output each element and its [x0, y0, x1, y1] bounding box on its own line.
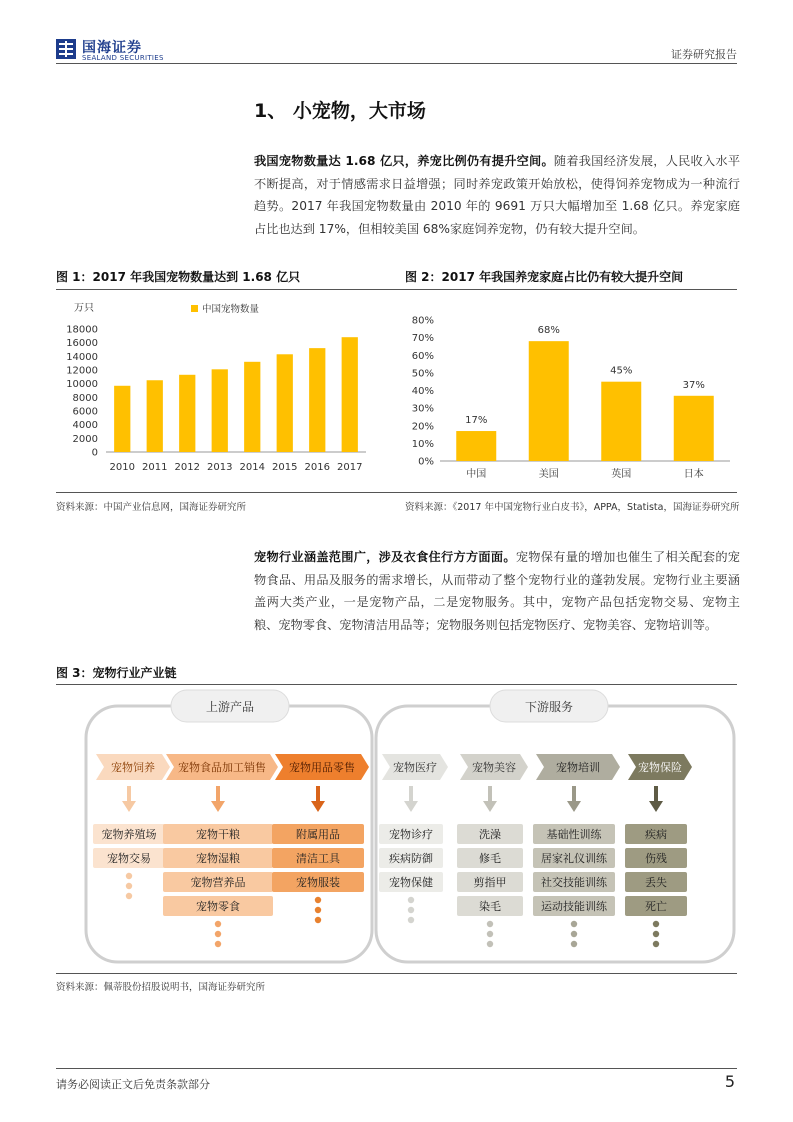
paragraph-2: [254, 546, 740, 636]
section-title: 1、 小宠物，大市场: [254, 100, 426, 122]
y-tick-label: 60%: [411, 350, 434, 362]
chain-item-label: 疾病: [645, 828, 667, 841]
y-tick-label: 18000: [66, 324, 98, 336]
x-tick-label: 美国: [538, 469, 559, 480]
bar-2014: [244, 362, 260, 452]
chain-item-label: 丢失: [645, 876, 667, 889]
chain-item-label: 宠物服装: [296, 876, 340, 889]
x-tick-label: 英国: [611, 469, 632, 480]
y-tick-label: 0%: [418, 456, 434, 468]
more-dot-icon: [571, 931, 577, 937]
chain-item-label: 宠物交易: [107, 852, 151, 865]
y-tick-label: 8000: [72, 392, 98, 404]
y-tick-label: 0: [91, 447, 98, 459]
bar-2010: [114, 386, 130, 452]
x-tick-label: 2013: [207, 462, 233, 473]
data-label: 45%: [610, 365, 633, 377]
bar-日本: [674, 396, 714, 461]
chain-arrow-shaft: [316, 786, 320, 803]
chain-arrow-shaft: [127, 786, 131, 803]
chain-item-label: 居家礼仪训练: [541, 852, 607, 865]
x-tick-label: 2011: [142, 462, 168, 473]
chain-item-label: 死亡: [645, 900, 667, 913]
logo-text-en: SEALAND SECURITIES: [82, 54, 164, 62]
y-tick-label: 20%: [411, 421, 434, 433]
x-tick-label: 2012: [174, 462, 200, 473]
more-dot-icon: [653, 921, 659, 927]
data-label: 17%: [465, 415, 488, 427]
chain-arrow-shaft: [572, 786, 576, 803]
bar-2012: [179, 375, 195, 452]
chain-header-label: 宠物美容: [472, 761, 516, 774]
y-tick-label: 12000: [66, 365, 98, 377]
legend-label: 中国宠物数量: [202, 304, 260, 315]
chart-pet-population: [56, 292, 376, 484]
y-tick-label: 6000: [72, 406, 98, 418]
paragraph-1: [254, 150, 740, 240]
header-divider: [56, 63, 737, 64]
x-tick-label: 2015: [272, 462, 298, 473]
figure-2-source: 资料来源：《2017 年中国宠物行业白皮书》，APPA，Statista，国海证券研究所: [405, 502, 740, 513]
x-tick-label: 2010: [109, 462, 135, 473]
figure-1-source: 资料来源：中国产业信息网，国海证券研究所: [56, 502, 247, 513]
more-dot-icon: [126, 893, 132, 899]
bar-2017: [342, 337, 358, 452]
industry-chain-diagram: [56, 688, 737, 968]
more-dot-icon: [487, 931, 493, 937]
chain-header-label: 宠物保险: [638, 761, 682, 774]
chain-header-label: 宠物培训: [556, 761, 600, 774]
paragraph-1-lead: 我国宠物数量达 1.68 亿只，养宠比例仍有提升空间。: [254, 154, 554, 168]
y-tick-label: 10%: [411, 438, 434, 450]
chain-item-label: 染毛: [479, 900, 501, 913]
y-tick-label: 4000: [72, 420, 98, 432]
chain-item-label: 疾病防御: [389, 852, 433, 865]
figure-3-source: 资料来源：佩蒂股份招股说明书，国海证券研究所: [56, 982, 266, 993]
data-label: 37%: [682, 379, 705, 391]
chain-arrow-shaft: [409, 786, 413, 803]
more-dot-icon: [571, 941, 577, 947]
more-dot-icon: [408, 897, 414, 903]
chain-item-label: 宠物营养品: [190, 876, 246, 889]
chain-header-label: 宠物饲养: [111, 761, 155, 774]
report-type: 证券研究报告: [671, 48, 737, 61]
x-tick-label: 2017: [337, 462, 363, 473]
figure-bottom-divider: [56, 492, 737, 493]
x-tick-label: 2014: [239, 462, 265, 473]
chain-item-label: 基础性训练: [546, 828, 602, 841]
chain-item-label: 宠物诊疗: [389, 828, 433, 841]
data-label: 68%: [537, 325, 560, 337]
more-dot-icon: [126, 873, 132, 879]
chain-item-label: 清洁工具: [296, 852, 340, 865]
more-dot-icon: [315, 897, 321, 903]
bar-2013: [212, 369, 228, 452]
chain-arrow-shaft: [216, 786, 220, 803]
paragraph-2-body: 宠物保有量的增加也催生了相关配套的宠物食品、用品及服务的需求增长，从而带动了整个宠物行业的蓬勃发展。宠物行业主要涵盖两大类产业，一是宠物产品，二是宠物服务。其中，宠物产品包括宠物交易、宠物主粮、宠物零食、宠物清洁用品等；宠物服务则包括宠物医疗、宠物美容、宠物培训等。: [254, 550, 740, 632]
y-tick-label: 30%: [411, 403, 434, 415]
figure-3-title: 图 3：宠物行业产业链: [56, 666, 177, 680]
chain-item-label: 洗澡: [479, 828, 501, 841]
bar-2016: [309, 348, 325, 452]
x-tick-label: 中国: [466, 469, 487, 480]
more-dot-icon: [487, 921, 493, 927]
more-dot-icon: [126, 883, 132, 889]
bar-2011: [147, 380, 163, 452]
more-dot-icon: [408, 917, 414, 923]
chain-item-label: 社交技能训练: [541, 876, 607, 889]
y-axis-unit-label: 万只: [74, 303, 94, 314]
logo-icon: [56, 39, 76, 59]
chain-item-label: 宠物养殖场: [101, 828, 157, 841]
chain-header-label: 宠物用品零售: [289, 761, 355, 774]
chain-item-label: 宠物零食: [196, 900, 240, 913]
chain-item-label: 附属用品: [296, 828, 340, 841]
more-dot-icon: [487, 941, 493, 947]
bar-中国: [456, 431, 496, 461]
paragraph-1-body: 随着我国经济发展，人民收入水平不断提高，对于情感需求日益增强；同时养宠政策开始放松，使得饲养宠物成为一种流行趋势。2017 年我国宠物数量由 2010 年的 9691 万只大幅增加至 1.68 亿只。养宠家庭占比也达到 17%，但相较美国 68%家庭饲养宠物，仍有较大提升空间。: [254, 154, 741, 236]
more-dot-icon: [215, 941, 221, 947]
y-tick-label: 10000: [66, 379, 98, 391]
figure-1-title: 图 1：2017 年我国宠物数量达到 1.68 亿只: [56, 270, 301, 284]
figure-3-top-divider: [56, 684, 737, 685]
chain-arrow-shaft: [488, 786, 492, 803]
chain-item-label: 伤残: [645, 852, 667, 865]
logo-text-cn: 国海证券: [82, 40, 142, 56]
figure-3-bottom-divider: [56, 973, 737, 974]
chain-header-label: 宠物食品加工销售: [178, 761, 266, 774]
more-dot-icon: [215, 921, 221, 927]
footer-disclaimer: 请务必阅读正文后免责条款部分: [56, 1078, 210, 1091]
footer-divider: [56, 1068, 737, 1069]
upstream-title: 上游产品: [205, 700, 255, 714]
more-dot-icon: [571, 921, 577, 927]
y-tick-label: 80%: [411, 315, 434, 327]
chart-pet-household-share: [400, 292, 737, 484]
chain-header-label: 宠物医疗: [393, 761, 437, 774]
chain-item-label: 宠物湿粮: [196, 852, 240, 865]
y-tick-label: 14000: [66, 351, 98, 363]
downstream-title: 下游服务: [524, 700, 574, 714]
y-tick-label: 50%: [411, 368, 434, 380]
chain-item-label: 宠物保健: [389, 876, 433, 889]
figure-top-divider: [56, 289, 737, 290]
more-dot-icon: [408, 907, 414, 913]
chain-arrow-shaft: [654, 786, 658, 803]
bar-美国: [529, 341, 569, 461]
x-tick-label: 日本: [683, 469, 704, 480]
more-dot-icon: [315, 917, 321, 923]
bar-英国: [601, 382, 641, 461]
y-tick-label: 2000: [72, 433, 98, 445]
legend-swatch: [191, 305, 198, 312]
bar-2015: [277, 354, 293, 452]
y-tick-label: 16000: [66, 338, 98, 350]
more-dot-icon: [215, 931, 221, 937]
chain-item-label: 剪指甲: [473, 876, 507, 889]
more-dot-icon: [653, 931, 659, 937]
x-tick-label: 2016: [304, 462, 330, 473]
paragraph-2-lead: 宠物行业涵盖范围广，涉及衣食住行方方面面。: [254, 550, 516, 564]
chain-item-label: 宠物干粮: [196, 828, 240, 841]
more-dot-icon: [653, 941, 659, 947]
y-tick-label: 40%: [411, 386, 434, 397]
chain-item-label: 运动技能训练: [541, 900, 607, 913]
more-dot-icon: [315, 907, 321, 913]
chain-item-label: 修毛: [479, 852, 501, 865]
y-tick-label: 70%: [411, 333, 434, 345]
page-number: 5: [724, 1072, 735, 1091]
figure-2-title: 图 2：2017 年我国养宠家庭占比仍有较大提升空间: [405, 270, 684, 284]
